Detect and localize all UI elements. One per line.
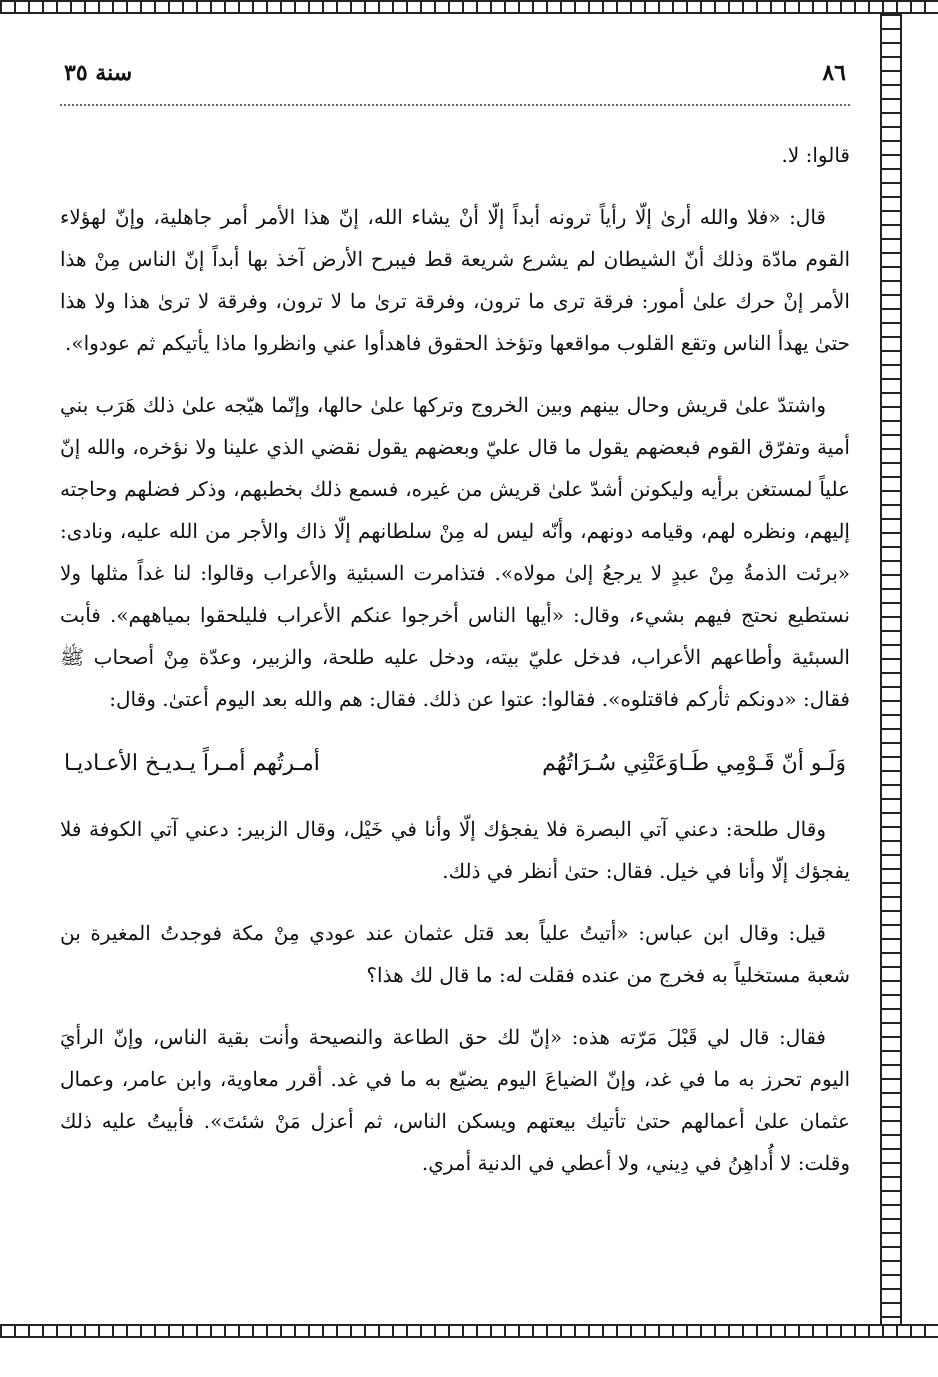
paragraph: فقال: قال لي قَبْلَ مَرّته هذه: «إنّ لك حق الطاعة والنصيحة وأنت بقية الناس، وإنّ الرأيَ اليوم تحرز به ما في غد، وإنّ الضياعَ اليوم يضيّع به ما في غد. أقرر معاوية، وابن عامر، وعمال عثمان علىٰ أعمالهم حتىٰ تأتيك بيعتهم ويسكن الناس، ثم أعزل مَنْ شئتَ». فأبيتُ عليه ذلك وقلت: لا أُداهِنُ في دِيني، ولا أعطي في الدنية أمري. [60, 1025, 850, 1175]
book-page [60, 60, 850, 1300]
bottom-chain-border [0, 1324, 938, 1338]
poetry-verse [60, 740, 850, 788]
page-header [60, 60, 850, 106]
paragraph: وقال طلحة: دعني آتي البصرة فلا يفجؤك إلّا وأنا في خَيْل، وقال الزبير: دعني آتي الكوفة فلا يفجؤك إلّا وأنا في خيل. فقال: حتىٰ أنظر في ذلك. [60, 817, 850, 883]
year-heading: سنة ٣٥ [64, 60, 133, 86]
page-number: ٨٦ [822, 60, 846, 86]
paragraph: قالوا: لا. [781, 143, 850, 167]
right-chain-border [880, 14, 902, 1324]
paragraph: واشتدّ علىٰ قريش وحال بينهم وبين الخروج وتركها علىٰ حالها، وإنّما هيّجه علىٰ ذلك هَرَب بني أمية وتفرّق القوم فبعضهم يقول ما قال عليّ وبعضهم يقول نقضي الذي علينا ولا نؤخره، والله إنّ علياً لمستغن برأيه وليكونن أشدّ علىٰ قريش من غيره، فسمع ذلك بخطبهم، وذكر فضلهم وحاجته إليهم، ونظره لهم، وقيامه دونهم، وأنّه ليس له مِنْ سلطانهم إلّا ذاك والأجر من الله عليه، ونادى: «برئت الذمةُ مِنْ عبدٍ لا يرجعُ إلىٰ مولاه». فتذامرت السبئية والأعراب وقالوا: لنا غداً مثلها ولا نستطيع نحتج فيهم بشيء، وقال: «أيها الناس أخرجوا عنكم الأعراب فليلحقوا بمياههم». فأبت السبئية وأطاعهم الأعراب، فدخل عليّ بيته، ودخل عليه طلحة، والزبير، وعدّة مِنْ أصحاب ﷺ فقال: «دونكم ثأركم فاقتلوه». فقالوا: عتوا عن ذلك. فقال: هم والله بعد اليوم أعتىٰ. وقال: [60, 393, 850, 711]
paragraph: قيل: وقال ابن عباس: «أتيتُ علياً بعد قتل عثمان عند عودي مِنْ مكة فوجدتُ المغيرة بن شعبة مستخلياً به فخرج من عنده فقلت له: ما قال لك هذا؟ [60, 921, 850, 987]
paragraph: قال: «فلا والله أرىٰ إلّا رأياً ترونه أبداً إلّا أنْ يشاء الله، إنّ هذا الأمر أمر جاهلية، وإنّ لهؤلاء القوم مادّة وذلك أنّ الشيطان لم يشرع شريعة قط فيبرح الأرض آخذ بها أبداً إنّ الناس مِنْ هذا الأمر إنْ حرك علىٰ أمور: فرقة ترى ما ترون، وفرقة ترىٰ ما لا ترون، وفرقة لا ترىٰ هذا ولا هذا حتىٰ يهدأ الناس وتقع القلوب مواقعها وتؤخذ الحقوق فاهدأوا عني وانظروا ماذا يأتيكم ثم عودوا». [60, 205, 850, 355]
top-chain-border [0, 0, 938, 14]
verse-second-half: أمـرتُهم أمـراً يـديـخ الأعـاديـا [64, 751, 320, 776]
verse-first-half: وَلَـو أنّ قَـوْمِي طَـاوَعَتْنِي سُـرَاتُهُم [542, 751, 846, 776]
